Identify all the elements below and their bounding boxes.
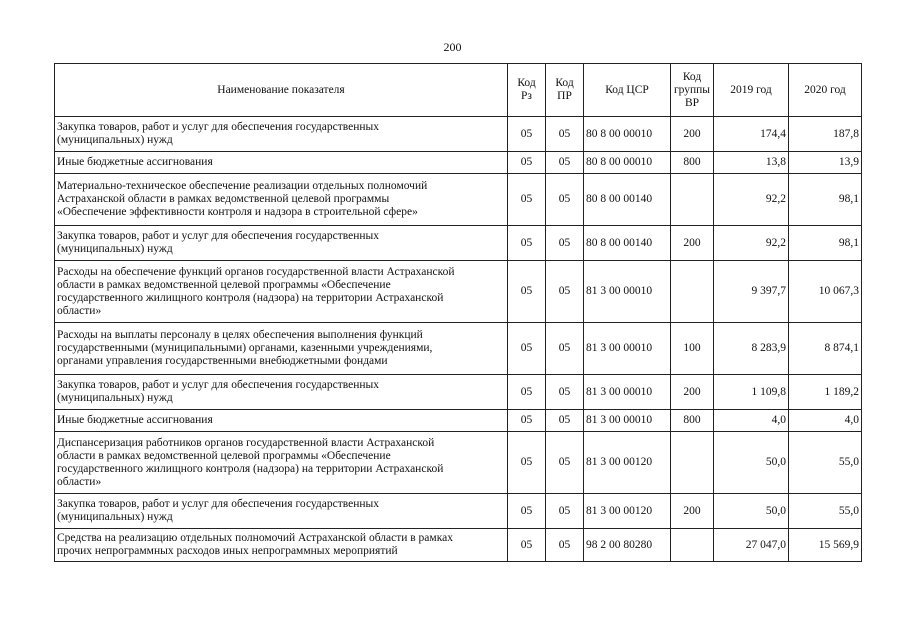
row-name [55,410,508,432]
row-rz: 05 [508,494,546,529]
row-2020: 98,1 [789,174,862,226]
row-name-line: государственного жилищного контроля (надзора) на территории Астраханской [57,291,444,304]
row-2019: 92,2 [714,174,789,226]
row-name-line: Закупка товаров, работ и услуг для обеспечения государственных [57,230,380,242]
row-vr [671,529,714,562]
row-name-line: области» [57,304,102,317]
row-name-line: (муниципальных) нужд [57,134,173,146]
table-row [55,152,862,174]
row-2019: 174,4 [714,117,789,152]
row-name [55,529,508,562]
page-number: 200 [443,40,462,54]
header-csr: Код ЦСР [584,64,671,117]
row-2020: 13,9 [789,152,862,174]
row-name [55,261,508,323]
row-csr: 81 3 00 00010 [584,261,671,323]
row-pr: 05 [546,174,584,226]
row-vr [671,174,714,226]
row-2019: 1 109,8 [714,375,789,410]
row-name-line: Закупка товаров, работ и услуг для обеспечения государственных [57,498,380,510]
row-vr [671,432,714,494]
row-name-line: Закупка товаров, работ и услуг для обеспечения государственных [57,121,380,133]
header-rz: Код Рз [508,64,546,117]
table-row [55,410,862,432]
row-csr: 98 2 00 80280 [584,529,671,562]
row-csr: 80 8 00 00140 [584,226,671,261]
row-csr: 80 8 00 00140 [584,174,671,226]
table-row [55,117,862,152]
row-rz: 05 [508,174,546,226]
table-body [55,117,862,562]
row-name [55,375,508,410]
row-name-line: государственными (муниципальными) органами, казенными учреждениями, [57,342,433,354]
table-row [55,323,862,375]
row-name-line: органами управления государственными внебюджетными фондами [57,355,388,367]
row-name-line: Иные бюджетные ассигнования [57,156,213,168]
row-vr: 800 [671,410,714,432]
row-2019: 4,0 [714,410,789,432]
row-name [55,174,508,226]
row-vr: 200 [671,226,714,261]
row-pr: 05 [546,375,584,410]
row-2020: 55,0 [789,494,862,529]
row-vr: 200 [671,375,714,410]
row-2020: 55,0 [789,432,862,494]
row-name-line: Диспансеризация работников органов государственной власти Астраханской [57,436,435,449]
row-pr: 05 [546,432,584,494]
table-row [55,494,862,529]
table-header-row [55,64,862,117]
row-csr: 81 3 00 00010 [584,323,671,375]
row-vr: 200 [671,117,714,152]
row-name-line: Материально-техническое обеспечение реализации отдельных полномочий [57,180,428,192]
row-name-line: Расходы на обеспечение функций органов государственной власти Астраханской [57,265,455,278]
row-name-line: прочих непрограммных расходов иных непрограммных мероприятий [57,545,398,557]
header-name: Наименование показателя [55,64,508,117]
row-2019: 9 397,7 [714,261,789,323]
row-name-line: (муниципальных) нужд [57,243,173,255]
row-pr: 05 [546,410,584,432]
row-pr: 05 [546,152,584,174]
row-csr: 80 8 00 00010 [584,152,671,174]
table-row [55,432,862,494]
row-name-line: (муниципальных) нужд [57,392,173,404]
table-row [55,375,862,410]
row-2020: 10 067,3 [789,261,862,323]
row-csr: 80 8 00 00010 [584,117,671,152]
row-2020: 1 189,2 [789,375,862,410]
header-vr: Код группы ВР [671,64,714,117]
table-row [55,529,862,562]
row-vr: 100 [671,323,714,375]
row-rz: 05 [508,432,546,494]
row-rz: 05 [508,323,546,375]
row-csr: 81 3 00 00010 [584,375,671,410]
row-name-line: Средства на реализацию отдельных полномочий Астраханской области в рамках [57,532,453,544]
row-2020: 15 569,9 [789,529,862,562]
row-name-line: Иные бюджетные ассигнования [57,414,213,426]
row-name [55,117,508,152]
row-2019: 50,0 [714,432,789,494]
row-vr [671,261,714,323]
row-csr: 81 3 00 00010 [584,410,671,432]
row-name-line: Расходы на выплаты персоналу в целях обеспечения выполнения функций [57,329,423,341]
row-2019: 13,8 [714,152,789,174]
row-name [55,323,508,375]
row-2020: 187,8 [789,117,862,152]
row-rz: 05 [508,261,546,323]
header-2019: 2019 год [714,64,789,117]
row-rz: 05 [508,226,546,261]
row-pr: 05 [546,226,584,261]
row-rz: 05 [508,529,546,562]
row-name-line: Закупка товаров, работ и услуг для обеспечения государственных [57,379,380,391]
row-name-line: Астраханской области в рамках ведомственной целевой программы [57,193,390,205]
row-2019: 50,0 [714,494,789,529]
row-2019: 8 283,9 [714,323,789,375]
table-row [55,226,862,261]
row-rz: 05 [508,152,546,174]
row-pr: 05 [546,261,584,323]
row-2020: 98,1 [789,226,862,261]
row-pr: 05 [546,494,584,529]
row-2020: 8 874,1 [789,323,862,375]
row-pr: 05 [546,529,584,562]
row-2019: 92,2 [714,226,789,261]
row-name [55,226,508,261]
row-name-line: области в рамках ведомственной целевой программы «Обеспечение [57,278,391,291]
row-name [55,494,508,529]
header-pr: Код ПР [546,64,584,117]
row-vr: 200 [671,494,714,529]
budget-table [54,63,862,562]
row-csr: 81 3 00 00120 [584,432,671,494]
table-row [55,261,862,323]
row-name-line: (муниципальных) нужд [57,511,173,523]
row-2020: 4,0 [789,410,862,432]
row-name-line: области» [57,475,102,488]
header-2020: 2020 год [789,64,862,117]
row-name [55,152,508,174]
row-name-line: «Обеспечение эффективности контроля и надзора в строительной сфере» [57,206,418,218]
row-name-line: области в рамках ведомственной целевой программы «Обеспечение [57,449,391,462]
row-rz: 05 [508,117,546,152]
row-pr: 05 [546,323,584,375]
row-name [55,432,508,494]
table-row [55,174,862,226]
row-pr: 05 [546,117,584,152]
row-rz: 05 [508,375,546,410]
row-2019: 27 047,0 [714,529,789,562]
row-vr: 800 [671,152,714,174]
row-name-line: государственного жилищного контроля (надзора) на территории Астраханской [57,462,444,475]
row-rz: 05 [508,410,546,432]
row-csr: 81 3 00 00120 [584,494,671,529]
